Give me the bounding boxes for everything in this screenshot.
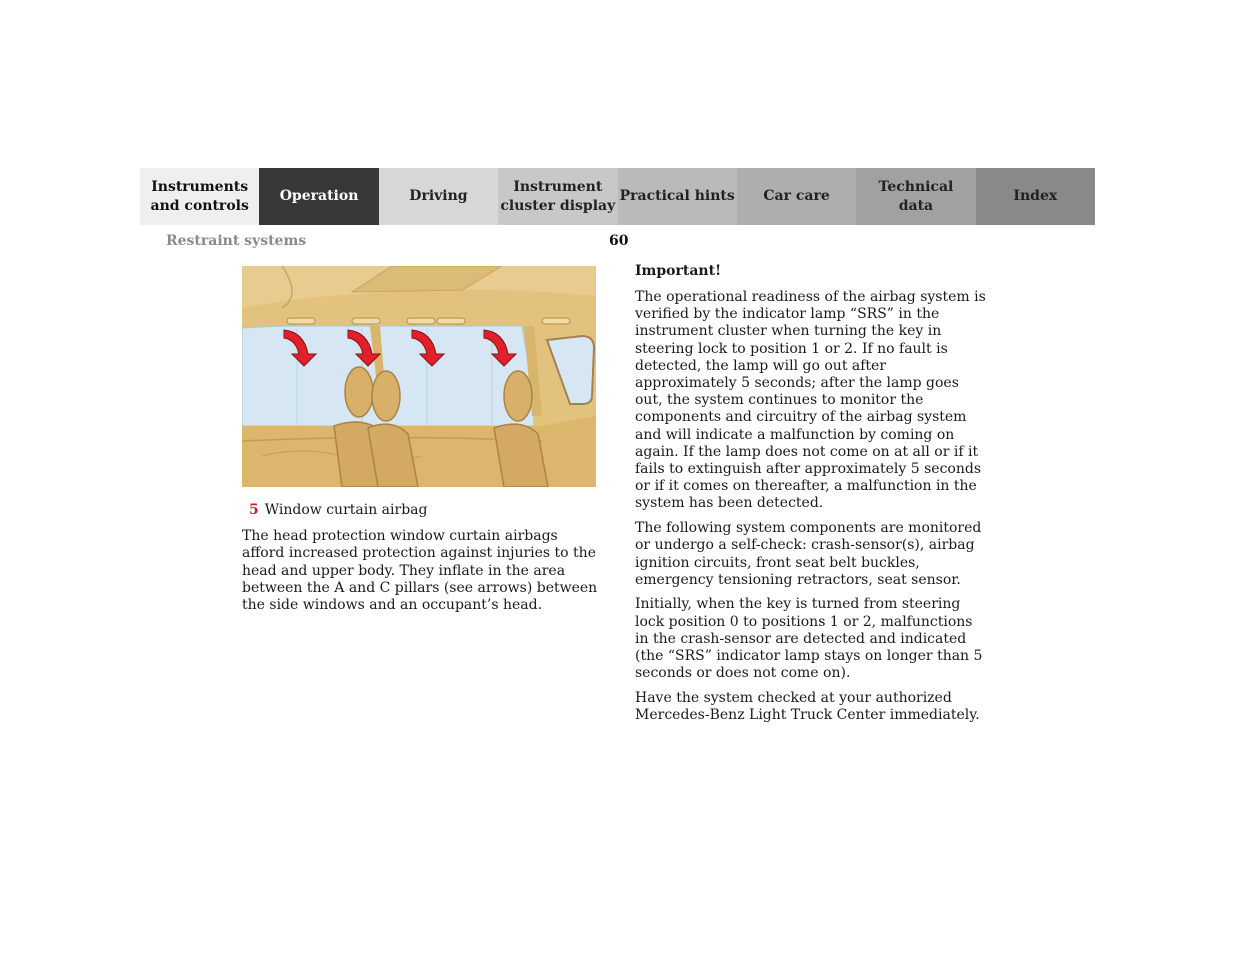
tab-technical-data[interactable]: Technical data: [856, 168, 975, 225]
tab-index[interactable]: Index: [976, 168, 1095, 225]
chapter-tabs: [140, 168, 1095, 225]
section-title: Restraint systems: [166, 233, 307, 249]
tab-instrument-cluster-display[interactable]: Instrument cluster display: [498, 168, 617, 225]
caption-number: 5: [249, 502, 259, 518]
airbag-illustration: [242, 266, 596, 487]
notice-paragraph: Have the system checked at your authorized Mercedes-Benz Light Truck Center immediately.: [635, 689, 980, 724]
tab-car-care[interactable]: Car care: [737, 168, 856, 225]
important-notice: [635, 263, 987, 732]
page-number: 60: [609, 233, 629, 249]
tab-practical-hints[interactable]: Practical hints: [618, 168, 737, 225]
notice-paragraph: The following system components are monitored or undergo a self-check: crash-sensor(s), airbag ignition circuits, front seat belt buckles, emergency tensioning retractors, seat sensor.: [635, 520, 982, 588]
airbag-description: The head protection window curtain airbags afford increased protection against injuries to the head and upper body. They inflate in the area between the A and C pillars (see arrows) between the side windows and an occupant’s head.: [242, 528, 598, 614]
notice-paragraph: The operational readiness of the airbag system is verified by the indicator lamp “SRS” in the instrument cluster when turning the key in steering lock to position 1 or 2. If no fault is detected, the lamp will go out after approximately 5 seconds; after the lamp goes out, the system continues to monitor the components and circuitry of the airbag system and will indicate a malfunction by coming on again. If the lamp does not come on at all or if it fails to extinguish after approximately 5 seconds or if it comes on thereafter, a malfunction in the system has been detected.: [635, 289, 986, 512]
tab-operation[interactable]: Operation: [259, 168, 378, 225]
figure-caption: [249, 502, 427, 518]
tab-driving[interactable]: Driving: [379, 168, 498, 225]
tab-instruments-and-controls[interactable]: Instruments and controls: [140, 168, 259, 225]
notice-paragraph: Initially, when the key is turned from steering lock position 0 to positions 1 or 2, malfunctions in the crash-sensor are detected and indicated (the “SRS” indicator lamp stays on longer than 5 seconds or does not come on).: [635, 596, 983, 682]
caption-text: Window curtain airbag: [264, 502, 428, 518]
notice-heading: Important!: [635, 263, 722, 279]
